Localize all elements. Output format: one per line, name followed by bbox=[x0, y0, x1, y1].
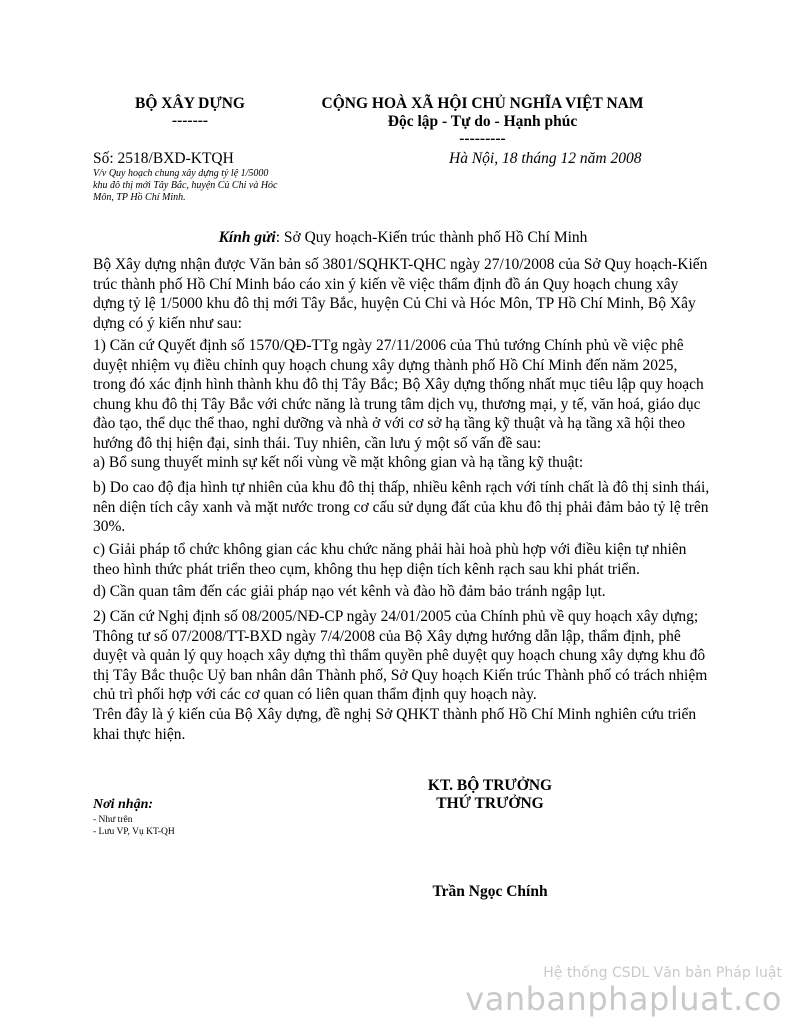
national-motto: Độc lập - Tự do - Hạnh phúc bbox=[387, 113, 578, 130]
recipient-label: Kính gửi bbox=[218, 229, 276, 246]
paragraph-c: c) Giải pháp tổ chức không gian các khu chức năng phải hài hoà phù hợp với điều kiện tự nhiên theo hình thức phát triển theo cụm, không thu hẹp diện tích kênh rạch sau khi phát triển. bbox=[93, 541, 687, 578]
paragraph-1: 1) Căn cứ Quyết định số 1570/QĐ-TTg ngày 27/11/2006 của Thủ tướng Chính phủ về việc phê duyệt nhiệm vụ điều chỉnh quy hoạch chung xây dựng thành phố Hồ Chí Minh đến năm 2025, trong đó xác định hình thành khu đô thị Tây Bắc; Bộ Xây dựng thống nhất mục tiêu lập quy hoạch chung khu đô thị Tây Bắc với chức năng là trung tâm dịch vụ, thương mại, y tế, văn hoá, giáo dục đào tạo, thể dục thể thao, nghỉ dưỡng và nhà ở với cơ sở hạ tầng kỹ thuật và hạ tầng xã hội theo hướng đô thị hiện đại, sinh thái. Tuy nhiên, cần lưu ý một số vấn đề sau: bbox=[93, 337, 704, 452]
signature-title-2: THỨ TRƯỞNG bbox=[436, 795, 544, 812]
paragraph-d: d) Cần quan tâm đến các giải pháp nạo vét kênh và đào hồ đảm bảo tránh ngập lụt. bbox=[93, 583, 606, 600]
signature-title-1: KT. BỘ TRƯỞNG bbox=[427, 777, 553, 794]
watermark-line-1: Hệ thống CSDL Văn bản Pháp luật bbox=[543, 965, 782, 981]
recipients-title: Nơi nhận: bbox=[93, 797, 154, 812]
paragraph-a: a) Bổ sung thuyết minh sự kết nối vùng về mặt không gian và hạ tầng kỹ thuật: bbox=[93, 454, 584, 471]
intro-paragraph: Bộ Xây dựng nhận được Văn bản số 3801/SQHKT-QHC ngày 27/10/2008 của Sở Quy hoạch-Kiến trúc thành phố Hồ Chí Minh báo cáo xin ý kiến về việc thẩm định đồ án Quy hoạch chung xây dựng tỷ lệ 1/5000 khu đô thị mới Tây Bắc, huyện Củ Chi và Hóc Môn, TP Hồ Chí Minh, Bộ Xây dựng có ý kiến như sau: bbox=[93, 256, 708, 332]
signer-name: Trần Ngọc Chính bbox=[432, 883, 548, 900]
motto-divider: --------- bbox=[459, 130, 506, 147]
watermark-line-2: vanbanphapluat.co bbox=[465, 980, 782, 1018]
place-date: Hà Nội, 18 tháng 12 năm 2008 bbox=[449, 150, 642, 167]
recipients-item: - Lưu VP, Vụ KT-QH bbox=[93, 827, 175, 837]
subject-line-1: V/v Quy hoạch chung xây dựng tỷ lệ 1/5000 bbox=[93, 168, 269, 179]
recipient-text: : Sở Quy hoạch-Kiến trúc thành phố Hồ Chí Minh bbox=[275, 229, 588, 246]
document-number: Số: 2518/BXD-KTQH bbox=[93, 150, 234, 167]
paragraph-2: 2) Căn cứ Nghị định số 08/2005/NĐ-CP ngày 24/01/2005 của Chính phủ về quy hoạch xây dựng; Thông tư số 07/2008/TT-BXD ngày 7/4/2008 của Bộ Xây dựng hướng dẫn lập, thẩm định, phê duyệt và quản lý quy hoạch xây dựng thì thẩm quyền phê duyệt quy hoạch chung xây dựng khu đô thị Tây Bắc thuộc Uỷ ban nhân dân Thành phố, Sở Quy hoạch Kiến trúc Thành phố có trách nhiệm chủ trì phối hợp với các cơ quan có liên quan thẩm định quy hoạch này. bbox=[93, 608, 708, 703]
ministry-name: BỘ XÂY DỰNG bbox=[135, 95, 245, 112]
ministry-divider: ------- bbox=[171, 112, 209, 129]
closing-paragraph: Trên đây là ý kiến của Bộ Xây dựng, đề nghị Sở QHKT thành phố Hồ Chí Minh nghiên cứu triển khai thực hiện. bbox=[93, 706, 697, 743]
subject-line-3: Môn, TP Hồ Chí Minh. bbox=[93, 192, 186, 203]
subject-line-2: khu đô thị mới Tây Bắc, huyện Củ Chi và Hóc bbox=[93, 180, 278, 191]
recipients-item: - Như trên bbox=[93, 815, 133, 825]
paragraph-b: b) Do cao độ địa hình tự nhiên của khu đô thị thấp, nhiều kênh rạch với tính chất là đô thị sinh thái, nên diện tích cây xanh và mặt nước trong cơ cấu sử dụng đất của khu đô thị phải đảm bảo tỷ lệ trên 30%. bbox=[93, 479, 710, 535]
country-name: CỘNG HOÀ XÃ HỘI CHỦ NGHĨA VIỆT NAM bbox=[321, 95, 644, 112]
recipient-line bbox=[93, 229, 713, 247]
